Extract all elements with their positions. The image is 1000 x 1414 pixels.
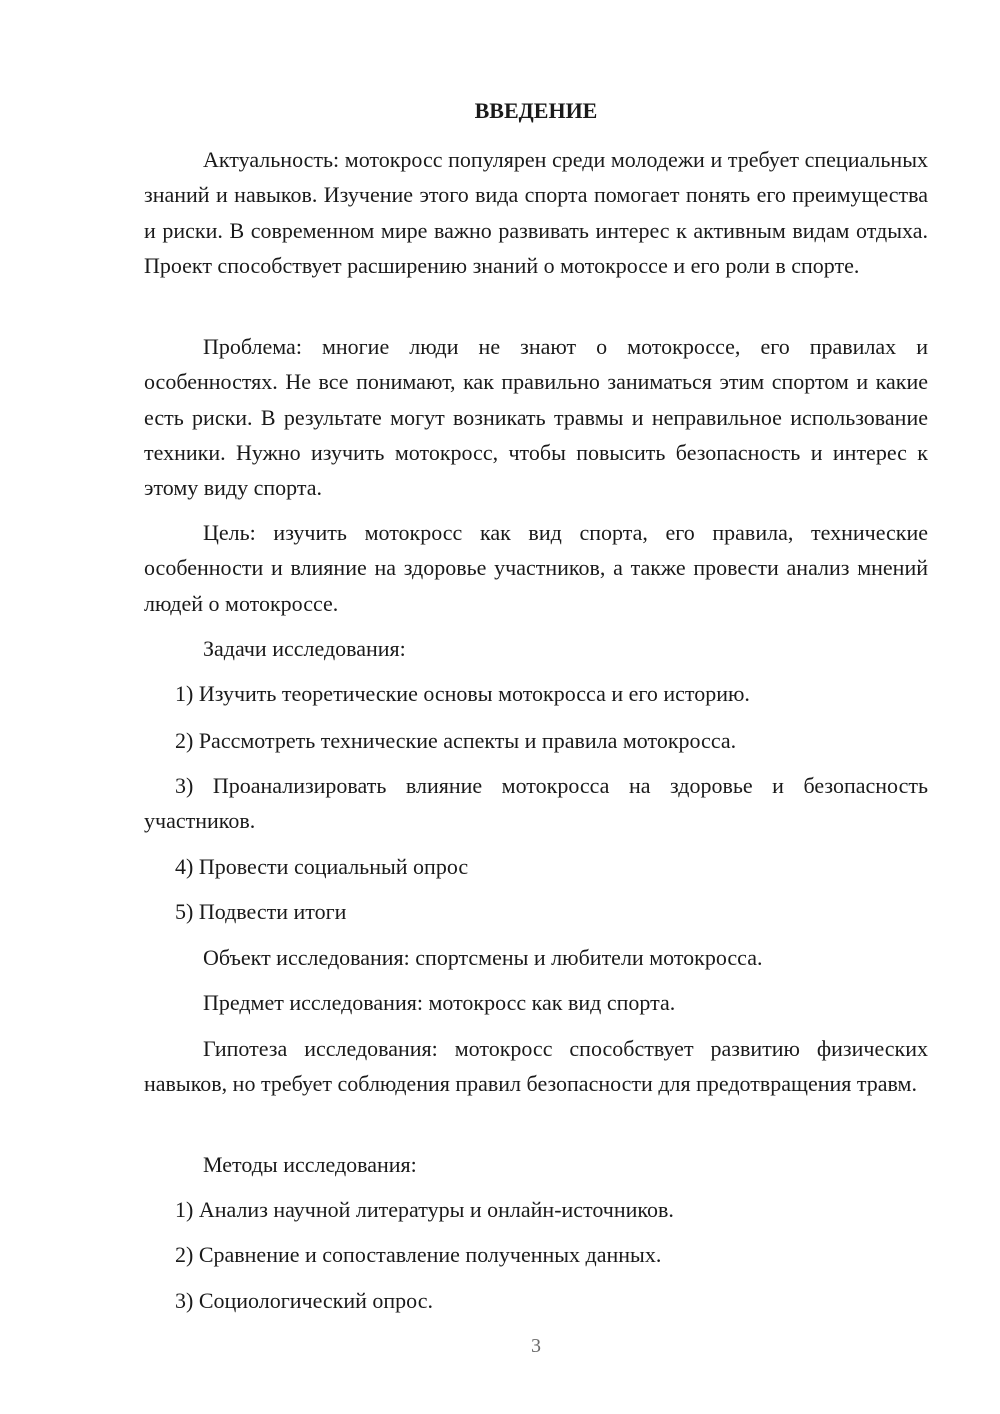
tasks-title: Задачи исследования:	[203, 636, 406, 661]
method-item-3: 3) Социологический опрос.	[175, 1288, 433, 1313]
method-item-1: 1) Анализ научной литературы и онлайн-источников.	[175, 1197, 674, 1222]
task-item-2: 2) Рассмотреть технические аспекты и правила мотокросса.	[175, 728, 737, 753]
task-item-4: 4) Провести социальный опрос	[175, 854, 469, 879]
task-item-1: 1) Изучить теоретические основы мотокросса и его историю.	[175, 681, 750, 706]
method-item-2: 2) Сравнение и сопоставление полученных данных.	[175, 1242, 662, 1267]
page-heading: ВВЕДЕНИЕ	[474, 98, 598, 123]
task-item-3: 3) Проанализировать влияние мотокросса на здоровье и безопасность участников.	[144, 773, 928, 834]
subject-paragraph: Предмет исследования: мотокросс как вид спорта.	[203, 990, 676, 1015]
methods-title: Методы исследования:	[203, 1152, 417, 1177]
document-page	[144, 0, 928, 1414]
task-item-5: 5) Подвести итоги	[175, 899, 347, 924]
problem-paragraph: Проблема: многие люди не знают о мотокроссе, его правилах и особенностях. Не все понимают, как правильно заниматься этим спортом и какие есть риски. В результате могут возникать травмы и неправильное использование техники. Нужно изучить мотокросс, чтобы повысить безопасность и интерес к этому виду спорта.	[144, 334, 928, 501]
goal-paragraph: Цель: изучить мотокросс как вид спорта, его правила, технические особенности и влияние на здоровье участников, а также провести анализ мнений людей о мотокроссе.	[144, 520, 928, 616]
relevance-paragraph: Актуальность: мотокросс популярен среди молодежи и требует специальных знаний и навыков. Изучение этого вида спорта помогает понять его преимущества и риски. В современном мире важно развивать интерес к активным видам отдыха. Проект способствует расширению знаний о мотокроссе и его роли в спорте.	[144, 147, 928, 278]
object-paragraph: Объект исследования: спортсмены и любители мотокросса.	[203, 945, 763, 970]
hypothesis-paragraph: Гипотеза исследования: мотокросс способствует развитию физических навыков, но требует соблюдения правил безопасности для предотвращения травм.	[144, 1036, 928, 1097]
page-number: 3	[531, 1335, 541, 1357]
